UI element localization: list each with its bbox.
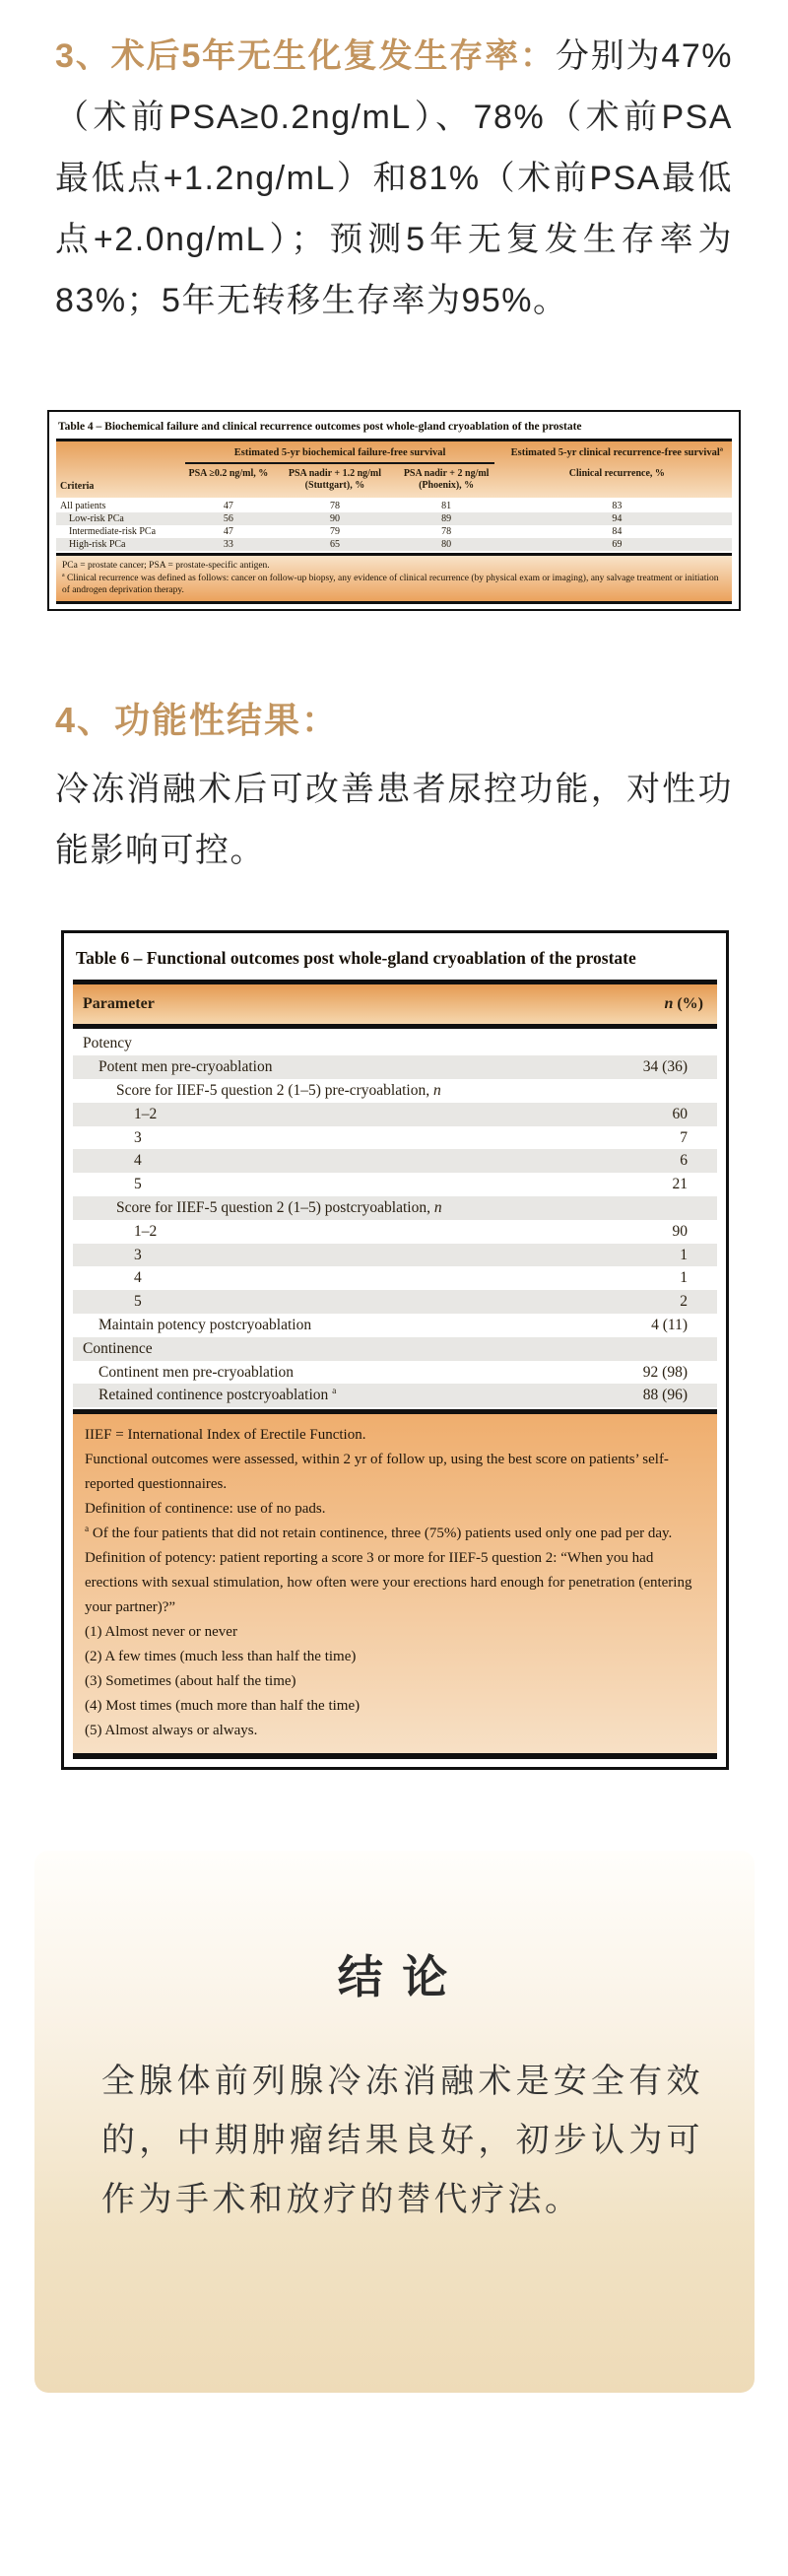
row-label: Score for IIEF-5 question 2 (1–5) pre-cryoablation, n xyxy=(116,1081,441,1099)
row-value: 34 (36) xyxy=(642,1058,688,1076)
table6-row xyxy=(73,1055,717,1079)
row-value: 79 xyxy=(329,526,340,537)
row-value: 94 xyxy=(612,513,623,524)
row-value: 56 xyxy=(223,513,233,524)
row-value: 69 xyxy=(612,539,623,550)
row-value: 78 xyxy=(441,526,452,537)
table6-footnote: (4) Most times (much more than half the time) xyxy=(85,1698,361,1715)
table6 xyxy=(61,930,729,1771)
table6-row xyxy=(73,1196,717,1220)
section4-heading: 4、功能性结果： xyxy=(55,699,340,740)
row-value: 80 xyxy=(441,539,452,550)
footnote-marker: a xyxy=(62,572,65,578)
row-value: 1 xyxy=(680,1269,688,1287)
row-label: Retained continence postcryoablation $^a$ xyxy=(98,1386,337,1404)
footnote-marker: a xyxy=(332,1386,337,1397)
row-label: 1–2 xyxy=(134,1105,158,1122)
footnote-marker: a xyxy=(85,1525,90,1535)
table6-footnote: (5) Almost always or always. xyxy=(85,1723,258,1739)
table6-row xyxy=(73,1103,717,1126)
table6-row xyxy=(73,1079,717,1103)
row-label: Intermediate-risk PCa xyxy=(69,526,157,537)
conclusion-body: 全腺体前列腺冷冻消融术是安全有效的，中期肿瘤结果良好，初步认为可作为手术和放疗的替代疗法。 xyxy=(101,2063,703,2219)
table6-footnote: (2) A few times (much less than half the time) xyxy=(85,1649,357,1665)
table6-header xyxy=(73,980,717,1029)
table4-row xyxy=(56,538,732,551)
table4-row xyxy=(56,512,732,525)
table6-title: Table 6 – Functional outcomes post whole-gland cryoablation of the prostate xyxy=(76,947,636,968)
table6-value-header-n: n xyxy=(664,994,674,1012)
row-label: All patients xyxy=(60,501,106,511)
table6-footnote: (3) Sometimes (about half the time) xyxy=(85,1673,296,1690)
section3-paragraph xyxy=(55,0,733,331)
table4-row xyxy=(56,525,732,538)
row-label: Continent men pre-cryoablation xyxy=(98,1363,294,1381)
row-label: 1–2 xyxy=(134,1222,158,1240)
row-value: 78 xyxy=(329,501,340,511)
table6-row xyxy=(73,1266,717,1290)
table4-footnote: $^a$ Clinical recurrence was defined as follows: cancer on follow-up biopsy, any evidence of clinical recurrence (by physical exam or imaging), any salvage treatment or initiation of androgen deprivation therapy. xyxy=(62,572,719,595)
table6-row xyxy=(73,1033,717,1056)
row-value: 47 xyxy=(223,501,233,511)
table4-group-header-biochemical: Estimated 5-yr biochemical failure-free survival xyxy=(185,446,493,464)
row-label: 5 xyxy=(134,1293,142,1311)
table4-row xyxy=(56,500,732,512)
section4-paragraph: 冷冻消融术后可改善患者尿控功能，对性功能影响可控。 xyxy=(55,770,733,869)
row-value: 92 (98) xyxy=(642,1363,688,1381)
row-value: 90 xyxy=(329,513,340,524)
row-label: High-risk PCa xyxy=(69,539,126,550)
row-label: Potency xyxy=(83,1035,132,1052)
table6-rows xyxy=(73,1029,717,1408)
row-label: Continence xyxy=(83,1339,153,1357)
table4-rows xyxy=(56,498,732,551)
row-value: 4 (11) xyxy=(651,1316,688,1333)
row-value: 33 xyxy=(223,539,233,550)
row-label-italic: n xyxy=(433,1198,442,1216)
row-value: 7 xyxy=(680,1128,688,1146)
row-label: 4 xyxy=(134,1152,142,1170)
table6-footnote: Functional outcomes were assessed, within 2 yr of follow up, using the best score on patients’ self-reported questionnaires. xyxy=(85,1452,669,1493)
table6-param-header: Parameter xyxy=(83,994,155,1012)
table4-footnote: PCa = prostate cancer; PSA = prostate-specific antigen. xyxy=(62,561,270,571)
table4-footnotes xyxy=(56,553,732,604)
table6-row xyxy=(73,1244,717,1267)
table6-row xyxy=(73,1384,717,1407)
table6-row xyxy=(73,1361,717,1385)
row-label-italic: n xyxy=(432,1081,441,1099)
table4 xyxy=(47,410,741,611)
row-value: 90 xyxy=(672,1222,688,1240)
row-label: 3 xyxy=(134,1128,142,1146)
row-value: 88 (96) xyxy=(642,1387,688,1404)
table4-col-header: PSA nadir + 1.2 ng/ml (Stuttgart), % xyxy=(288,468,382,491)
row-value: 65 xyxy=(329,539,340,550)
row-value: 83 xyxy=(612,501,623,511)
row-label: Score for IIEF-5 question 2 (1–5) postcryoablation, n xyxy=(116,1198,442,1216)
table4-col-header: PSA ≥0.2 ng/ml, % xyxy=(188,468,269,479)
footnote-marker: a xyxy=(719,445,724,453)
row-value: 6 xyxy=(680,1152,688,1170)
row-value: 21 xyxy=(672,1176,688,1193)
table6-value-header-rest: (%) xyxy=(673,994,703,1012)
row-label: Maintain potency postcryoablation xyxy=(98,1316,312,1333)
row-value: 47 xyxy=(223,526,233,537)
row-label: 3 xyxy=(134,1246,142,1263)
table6-row xyxy=(73,1337,717,1361)
table6-row xyxy=(73,1220,717,1244)
table6-footnote: Definition of continence: use of no pads. xyxy=(85,1501,326,1518)
table6-footnote: IIEF = International Index of Erectile Function. xyxy=(85,1427,366,1444)
conclusion-heading: 结 论 xyxy=(337,1952,452,2003)
table6-row xyxy=(73,1126,717,1150)
table4-group-header-clinical-text: Estimated 5-yr clinical recurrence-free survival xyxy=(510,447,720,458)
table6-footnote: Definition of potency: patient reporting a score 3 or more for IIEF-5 question 2: “When you had erections with sexual stimulation, how often were your erections hard enough for penetration (entering your partner)?” xyxy=(85,1550,692,1616)
row-label: 5 xyxy=(134,1176,142,1193)
table6-row xyxy=(73,1314,717,1337)
table4-criteria-header: Criteria xyxy=(60,481,95,492)
section3-body: 分别为47%（术前PSA≥0.2ng/mL）、78%（术前PSA最低点+1.2ng/mL）和81%（术前PSA最低点+2.0ng/mL）；预测5年无复发生存率为83%；5年无转移生存率为95%。 xyxy=(55,37,733,319)
table6-footnotes xyxy=(73,1409,717,1759)
table6-footnote: $^a$ Of the four patients that did not retain continence, three (75%) patients used only one pad per day. xyxy=(85,1525,673,1542)
section3-heading: 3、术后5年无生化复发生存率： xyxy=(55,37,556,75)
row-value: 81 xyxy=(441,501,452,511)
conclusion-block xyxy=(34,1851,755,2393)
row-label: Potent men pre-cryoablation xyxy=(98,1058,273,1076)
table4-col-header: Clinical recurrence, % xyxy=(568,468,665,479)
table4-header xyxy=(56,439,732,498)
table6-row xyxy=(73,1149,717,1173)
table6-row xyxy=(73,1173,717,1196)
row-value: 84 xyxy=(612,526,623,537)
row-value: 2 xyxy=(680,1293,688,1311)
table4-title: Table 4 – Biochemical failure and clinical recurrence outcomes post whole-gland cryoablation of the prostate xyxy=(58,421,582,433)
table4-col-header: PSA nadir + 2 ng/ml (Phoenix), % xyxy=(403,468,490,491)
row-value: 89 xyxy=(441,513,452,524)
row-label: Low-risk PCa xyxy=(69,513,124,524)
row-value: 60 xyxy=(672,1105,688,1122)
table6-value-header xyxy=(664,995,703,1013)
table4-group-header-clinical xyxy=(502,446,732,464)
table6-row xyxy=(73,1290,717,1314)
row-label: 4 xyxy=(134,1269,142,1287)
row-value: 1 xyxy=(680,1246,688,1263)
table6-footnote: (1) Almost never or never xyxy=(85,1624,237,1641)
